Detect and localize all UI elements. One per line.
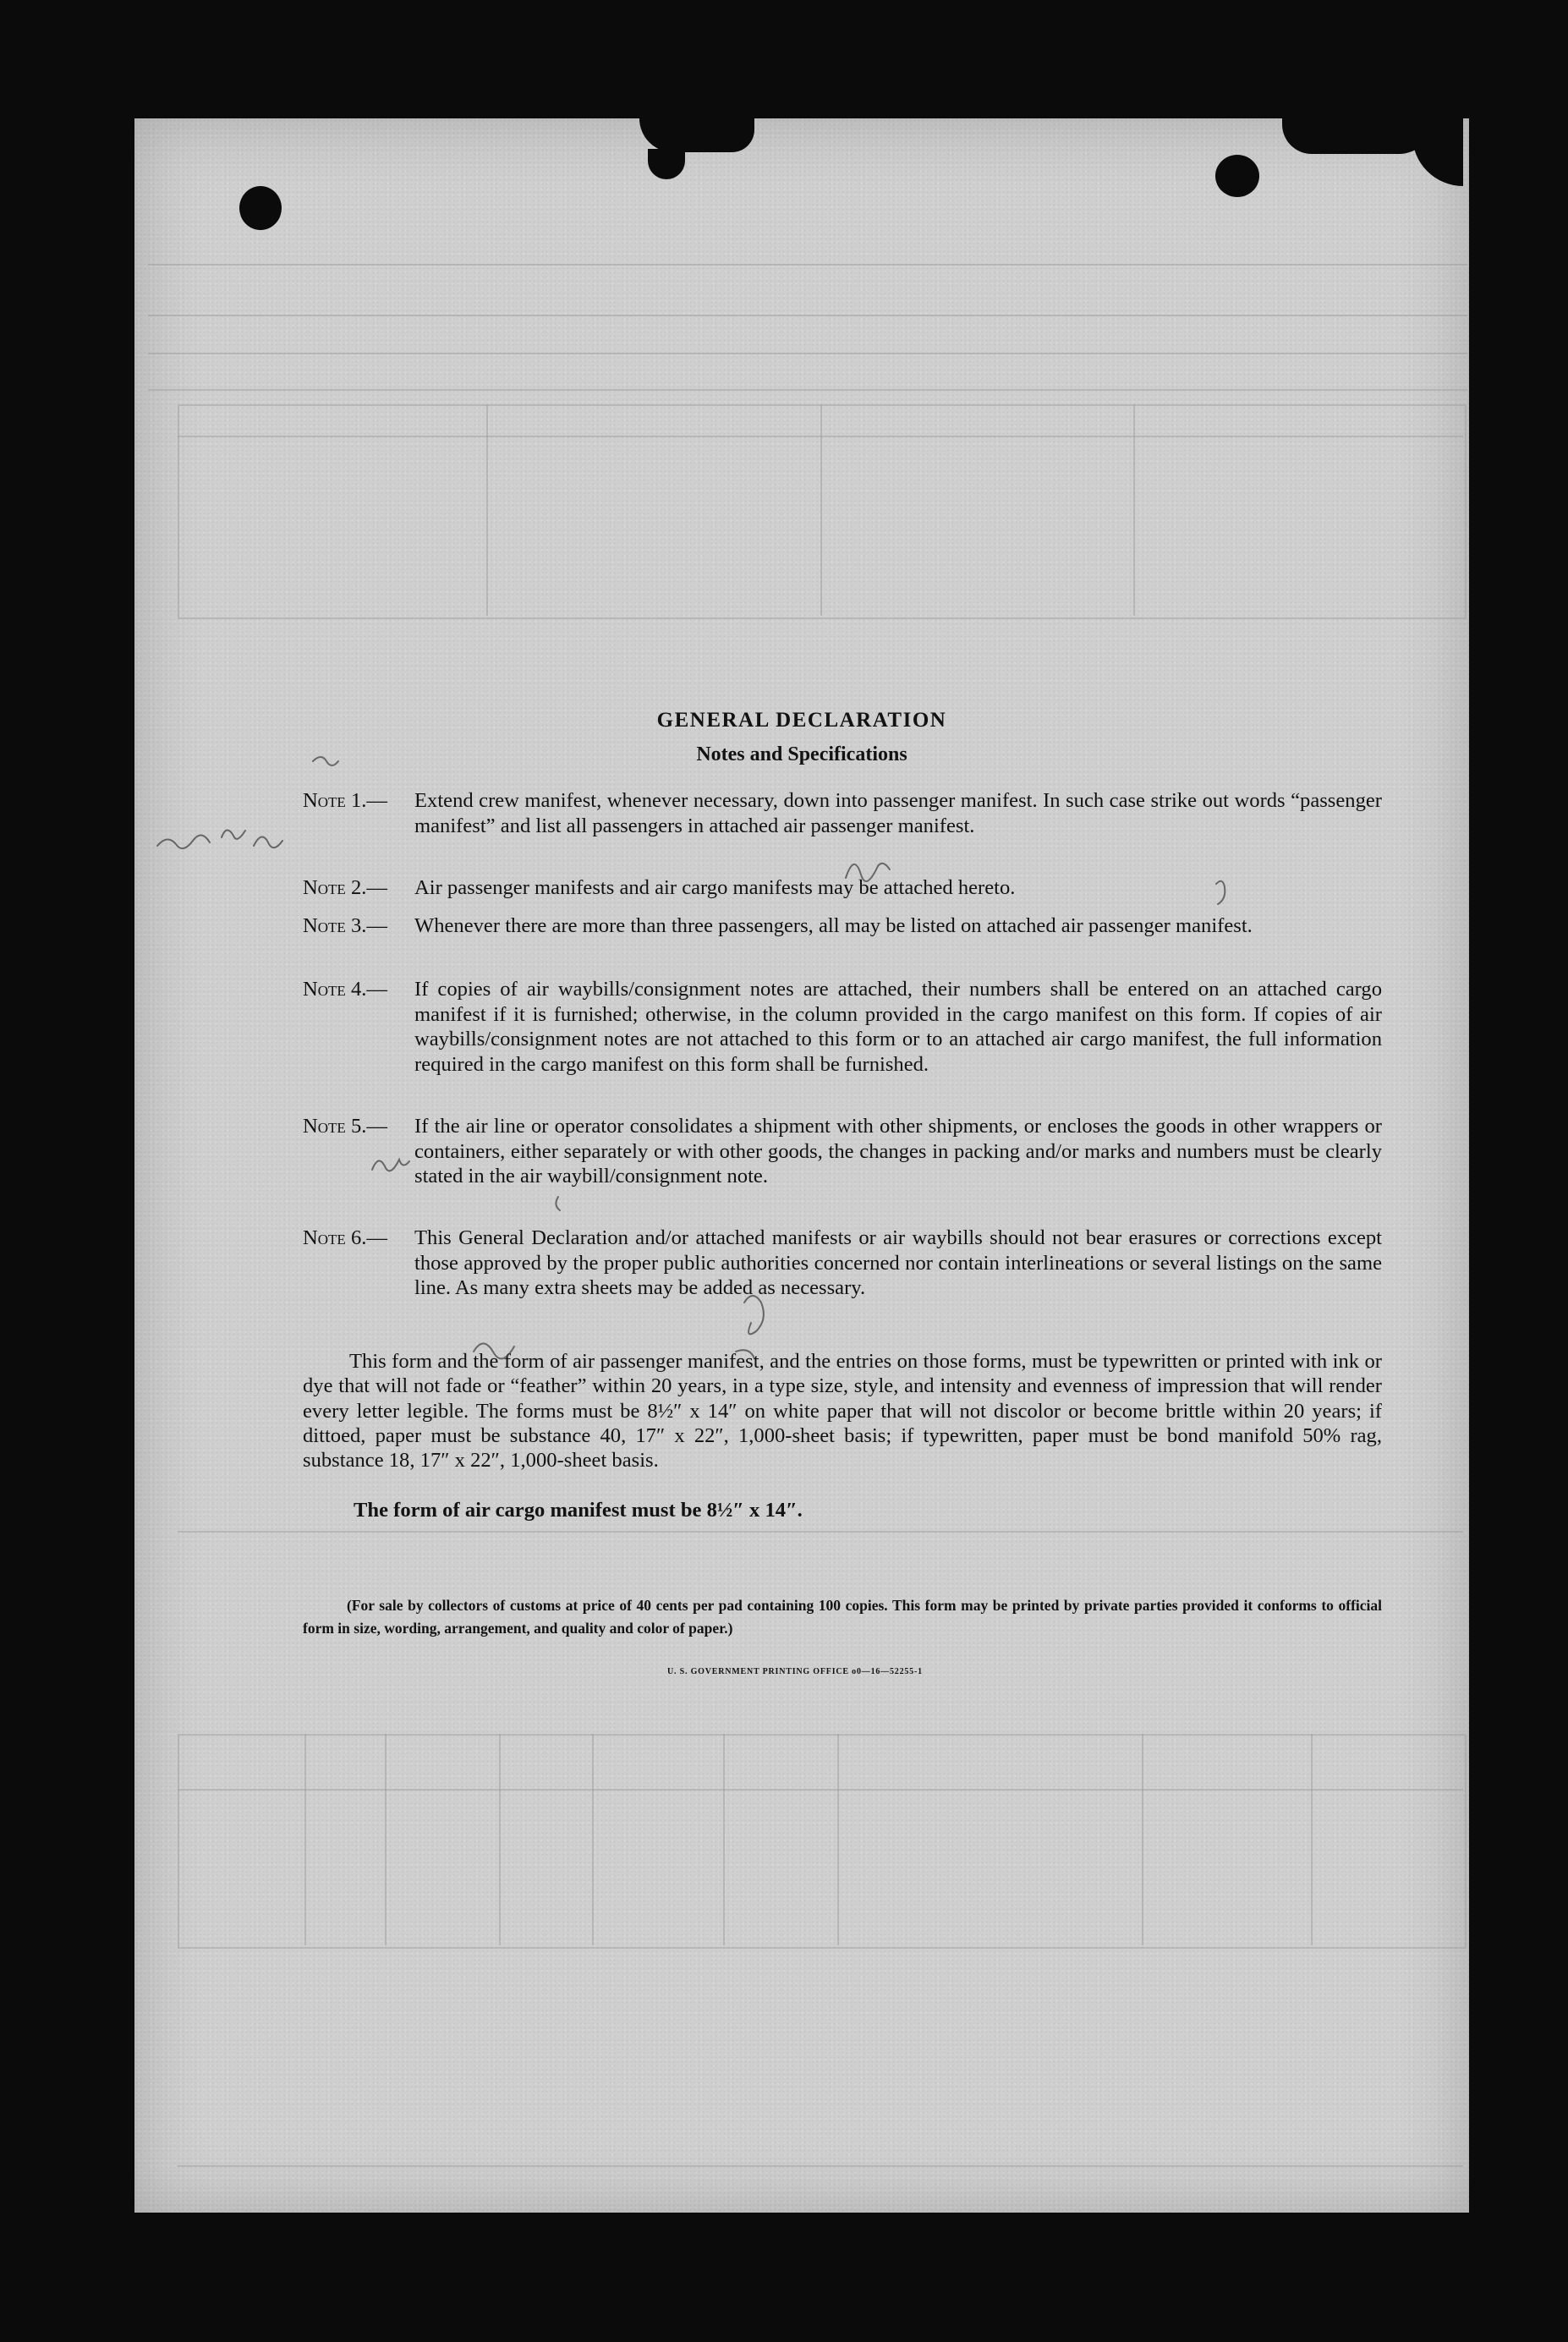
note-5-label: Note 5.— — [303, 1115, 387, 1138]
cargo-manifest-size-line: The form of air cargo manifest must be 8½″ x 14″. — [354, 1499, 803, 1522]
note-5-text: If the air line or operator consolidates a shipment with other shipments, or encloses the goods in other wrappers or containers, either separately or with other goods, the changes in packing and/or marks and numbers must be clearly stated in the air waybill/consignment note. — [414, 1115, 1382, 1188]
note-3-text: Whenever there are more than three passengers, all may be listed on attached air passenger manifest. — [414, 914, 1253, 937]
note-6-label: Note 6.— — [303, 1226, 387, 1249]
document-subtitle: Notes and Specifications — [696, 743, 907, 765]
specification-paragraph: This form and the form of air passenger manifest, and the entries on those forms, must be typewritten or printed with ink or dye that will not fade or “feather” within 20 years, in a type size, style, and intensity and evenness of impression that will render every letter legible. The forms must be 8½″ x 14″ on white paper that will not discolor or become brittle within 20 years; if dittoed, paper must be substance 40, 17″ x 22″, 1,000-sheet basis; if typewritten, paper must be bond manifold 50% rag, substance 18, 17″ x 22″, 1,000-sheet basis. — [303, 1350, 1382, 1473]
note-4-label: Note 4.— — [303, 978, 387, 1001]
note-2-text: Air passenger manifests and air cargo manifests may be attached hereto. — [414, 876, 1016, 899]
note-2-label: Note 2.— — [303, 876, 387, 899]
note-4-text: If copies of air waybills/consignment notes are attached, their numbers shall be entered on an attached cargo manifest if it is furnished; otherwise, in the column provided in the cargo manifest on this form. If copies of air waybills/consignment notes are not attached to this form or to an attached air cargo manifest, the full information required in the cargo manifest on this form shall be furnished. — [414, 978, 1382, 1077]
note-1-label: Note 1.— — [303, 789, 387, 812]
note-1-text: Extend crew manifest, whenever necessary, down into passenger manifest. In such case strike out words “passenger manifest” and list all passengers in attached air passenger manifest. — [414, 789, 1382, 837]
sale-footnote: (For sale by collectors of customs at price of 40 cents per pad containing 100 copies. This form may be printed by private parties provided it conforms to official form in size, wording, arrangement, and quality and color of paper.) — [303, 1597, 1382, 1637]
printing-office-imprint: U. S. GOVERNMENT PRINTING OFFICE o0—16—52255-1 — [667, 1667, 923, 1676]
note-3-label: Note 3.— — [303, 914, 387, 937]
document-title: GENERAL DECLARATION — [656, 709, 947, 732]
note-6-text: This General Declaration and/or attached manifests or air waybills should not bear erasures or corrections except those approved by the proper public authorities concerned nor contain interlineations or several listings on the same line. As many extra sheets may be added as necessary. — [414, 1226, 1382, 1300]
